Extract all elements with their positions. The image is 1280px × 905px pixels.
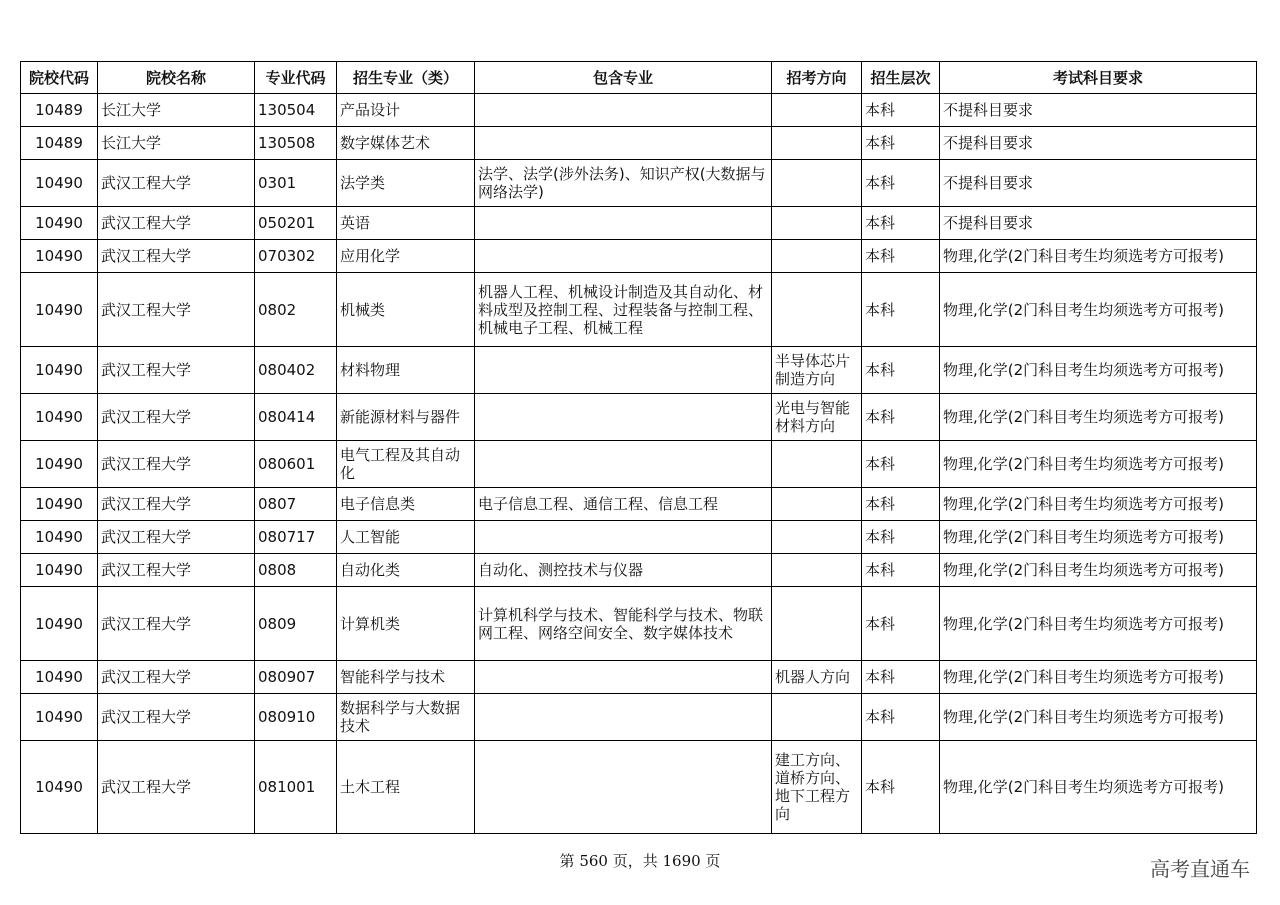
school-code-cell: 10490 [21,488,98,521]
included-majors-cell [475,694,772,741]
school-code-cell: 10489 [21,127,98,160]
subject-requirement-cell: 物理,化学(2门科目考生均须选考方可报考) [940,661,1257,694]
included-majors-cell [475,240,772,273]
major-cell: 英语 [337,207,475,240]
table-row [21,694,1257,741]
school-code-cell: 10490 [21,521,98,554]
major-cell: 法学类 [337,160,475,207]
school-name-cell: 武汉工程大学 [98,488,255,521]
school-name-cell: 武汉工程大学 [98,441,255,488]
watermark-text: 高考直通车 [1150,857,1250,881]
school-code-cell: 10490 [21,273,98,347]
direction-cell [772,240,862,273]
school-name-cell: 武汉工程大学 [98,273,255,347]
direction-cell [772,273,862,347]
major-cell: 新能源材料与器件 [337,394,475,441]
subject-requirement-cell: 物理,化学(2门科目考生均须选考方可报考) [940,273,1257,347]
included-majors-cell [475,661,772,694]
subject-requirement-cell: 物理,化学(2门科目考生均须选考方可报考) [940,741,1257,834]
header-major-code: 专业代码 [255,62,337,94]
subject-requirement-cell: 物理,化学(2门科目考生均须选考方可报考) [940,694,1257,741]
level-cell: 本科 [862,127,940,160]
school-name-cell: 武汉工程大学 [98,240,255,273]
level-cell: 本科 [862,347,940,394]
direction-cell [772,521,862,554]
header-school-name: 院校名称 [98,62,255,94]
included-majors-cell [475,441,772,488]
table-row [21,521,1257,554]
subject-requirement-cell: 不提科目要求 [940,207,1257,240]
direction-cell [772,127,862,160]
level-cell: 本科 [862,160,940,207]
table-row [21,127,1257,160]
header-major: 招生专业（类） [337,62,475,94]
major-code-cell: 081001 [255,741,337,834]
major-cell: 应用化学 [337,240,475,273]
subject-requirement-cell: 物理,化学(2门科目考生均须选考方可报考) [940,347,1257,394]
school-name-cell: 武汉工程大学 [98,521,255,554]
table-row [21,94,1257,127]
level-cell: 本科 [862,273,940,347]
school-name-cell: 武汉工程大学 [98,207,255,240]
subject-requirement-cell: 物理,化学(2门科目考生均须选考方可报考) [940,394,1257,441]
level-cell: 本科 [862,240,940,273]
major-cell: 计算机类 [337,587,475,661]
direction-cell: 半导体芯片制造方向 [772,347,862,394]
school-code-cell: 10490 [21,587,98,661]
direction-cell: 建工方向、道桥方向、地下工程方向 [772,741,862,834]
direction-cell [772,94,862,127]
table-row [21,554,1257,587]
direction-cell [772,587,862,661]
table-row [21,661,1257,694]
direction-cell [772,694,862,741]
major-cell: 自动化类 [337,554,475,587]
included-majors-cell [475,394,772,441]
admissions-table [20,61,1257,834]
major-code-cell: 080414 [255,394,337,441]
school-name-cell: 武汉工程大学 [98,160,255,207]
included-majors-cell: 电子信息工程、通信工程、信息工程 [475,488,772,521]
major-code-cell: 050201 [255,207,337,240]
included-majors-cell [475,741,772,834]
school-code-cell: 10490 [21,441,98,488]
table-row [21,741,1257,834]
table-row [21,207,1257,240]
major-code-cell: 0808 [255,554,337,587]
direction-cell [772,554,862,587]
included-majors-cell: 机器人工程、机械设计制造及其自动化、材料成型及控制工程、过程装备与控制工程、机械电子工程、机械工程 [475,273,772,347]
table-row [21,587,1257,661]
table-row [21,441,1257,488]
header-school-code: 院校代码 [21,62,98,94]
school-name-cell: 长江大学 [98,127,255,160]
major-cell: 土木工程 [337,741,475,834]
major-cell: 智能科学与技术 [337,661,475,694]
subject-requirement-cell: 物理,化学(2门科目考生均须选考方可报考) [940,521,1257,554]
table-row [21,488,1257,521]
major-code-cell: 0809 [255,587,337,661]
major-code-cell: 070302 [255,240,337,273]
header-direction: 招考方向 [772,62,862,94]
major-code-cell: 130508 [255,127,337,160]
major-cell: 数字媒体艺术 [337,127,475,160]
major-cell: 人工智能 [337,521,475,554]
level-cell: 本科 [862,694,940,741]
major-cell: 电子信息类 [337,488,475,521]
school-name-cell: 武汉工程大学 [98,741,255,834]
school-name-cell: 武汉工程大学 [98,554,255,587]
level-cell: 本科 [862,207,940,240]
major-code-cell: 080717 [255,521,337,554]
header-included-majors: 包含专业 [475,62,772,94]
subject-requirement-cell: 物理,化学(2门科目考生均须选考方可报考) [940,240,1257,273]
subject-requirement-cell: 物理,化学(2门科目考生均须选考方可报考) [940,441,1257,488]
table-row [21,160,1257,207]
level-cell: 本科 [862,587,940,661]
subject-requirement-cell: 物理,化学(2门科目考生均须选考方可报考) [940,554,1257,587]
school-code-cell: 10490 [21,160,98,207]
school-name-cell: 武汉工程大学 [98,661,255,694]
major-cell: 机械类 [337,273,475,347]
direction-cell: 机器人方向 [772,661,862,694]
subject-requirement-cell: 物理,化学(2门科目考生均须选考方可报考) [940,488,1257,521]
major-code-cell: 080402 [255,347,337,394]
major-code-cell: 0301 [255,160,337,207]
level-cell: 本科 [862,441,940,488]
major-code-cell: 080907 [255,661,337,694]
included-majors-cell [475,347,772,394]
included-majors-cell [475,127,772,160]
direction-cell [772,160,862,207]
level-cell: 本科 [862,741,940,834]
major-cell: 材料物理 [337,347,475,394]
table-row [21,347,1257,394]
school-code-cell: 10490 [21,207,98,240]
school-code-cell: 10490 [21,554,98,587]
level-cell: 本科 [862,661,940,694]
direction-cell [772,207,862,240]
included-majors-cell [475,207,772,240]
level-cell: 本科 [862,488,940,521]
included-majors-cell [475,521,772,554]
school-code-cell: 10490 [21,694,98,741]
subject-requirement-cell: 不提科目要求 [940,127,1257,160]
level-cell: 本科 [862,94,940,127]
major-cell: 电气工程及其自动化 [337,441,475,488]
table-row [21,240,1257,273]
subject-requirement-cell: 不提科目要求 [940,94,1257,127]
header-row [21,62,1257,94]
included-majors-cell: 法学、法学(涉外法务)、知识产权(大数据与网络法学) [475,160,772,207]
school-code-cell: 10489 [21,94,98,127]
school-name-cell: 武汉工程大学 [98,394,255,441]
school-name-cell: 武汉工程大学 [98,694,255,741]
subject-requirement-cell: 不提科目要求 [940,160,1257,207]
major-code-cell: 080910 [255,694,337,741]
direction-cell: 光电与智能材料方向 [772,394,862,441]
direction-cell [772,441,862,488]
major-code-cell: 080601 [255,441,337,488]
major-cell: 产品设计 [337,94,475,127]
level-cell: 本科 [862,554,940,587]
included-majors-cell [475,94,772,127]
header-level: 招生层次 [862,62,940,94]
school-code-cell: 10490 [21,394,98,441]
school-name-cell: 武汉工程大学 [98,587,255,661]
major-code-cell: 0802 [255,273,337,347]
page-number: 第 560 页，共 1690 页 [559,852,721,870]
school-code-cell: 10490 [21,661,98,694]
subject-requirement-cell: 物理,化学(2门科目考生均须选考方可报考) [940,587,1257,661]
major-code-cell: 0807 [255,488,337,521]
level-cell: 本科 [862,394,940,441]
major-cell: 数据科学与大数据技术 [337,694,475,741]
table-row [21,394,1257,441]
included-majors-cell: 自动化、测控技术与仪器 [475,554,772,587]
school-name-cell: 武汉工程大学 [98,347,255,394]
school-code-cell: 10490 [21,741,98,834]
school-code-cell: 10490 [21,347,98,394]
header-subject-requirement: 考试科目要求 [940,62,1257,94]
direction-cell [772,488,862,521]
level-cell: 本科 [862,521,940,554]
table-row [21,273,1257,347]
school-name-cell: 长江大学 [98,94,255,127]
school-code-cell: 10490 [21,240,98,273]
included-majors-cell: 计算机科学与技术、智能科学与技术、物联网工程、网络空间安全、数字媒体技术 [475,587,772,661]
major-code-cell: 130504 [255,94,337,127]
